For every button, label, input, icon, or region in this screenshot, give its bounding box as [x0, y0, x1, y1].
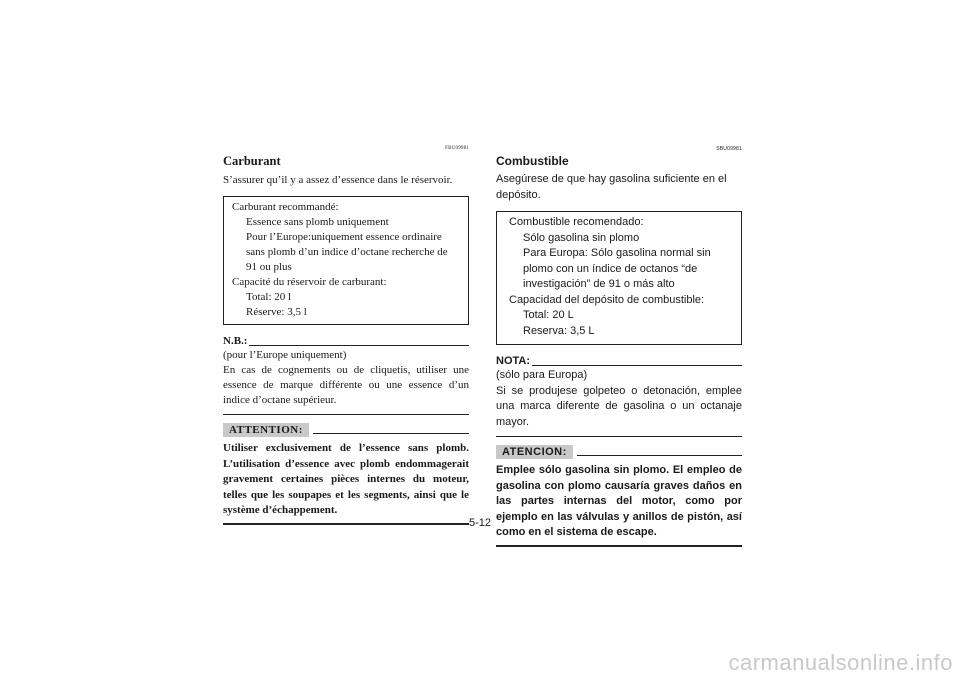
section-heading: Carburant	[223, 154, 281, 168]
spec-line: Reserva: 3,5 L	[523, 324, 595, 337]
spec-box	[496, 211, 742, 345]
spec-line: Capacidad del depósito de combustible:	[509, 293, 705, 306]
note-scope: (pour l’Europe uniquement)	[223, 349, 347, 361]
note-scope: (sólo para Europa)	[496, 369, 588, 381]
spec-line: Sólo gasolina sin plomo	[523, 231, 640, 244]
section-code: FBU09981	[445, 146, 469, 151]
attention-label: ATTENTION:	[223, 423, 309, 437]
attention-rule	[577, 455, 742, 456]
spec-box	[223, 196, 469, 325]
spec-line: Pour l’Europe:uniquement essence ordinaire sans plomb d’un indice d’octane recherche de 91 ou plus	[246, 231, 448, 273]
attention-end-rule	[496, 545, 742, 547]
section-code: SBU09981	[716, 146, 742, 152]
spec-line: Capacité du réservoir de carburant:	[232, 276, 387, 288]
note-label: NOTA:	[496, 355, 531, 367]
attention-rule	[313, 433, 469, 434]
attention-end-rule	[223, 523, 469, 525]
note-label: N.B.:	[223, 335, 248, 347]
note-end-rule	[223, 414, 469, 415]
intro-text: Asegúrese de que hay gasolina suficiente en el depósito.	[496, 173, 727, 201]
spec-line: Essence sans plomb uniquement	[246, 216, 389, 228]
french-column	[223, 146, 469, 525]
spec-line: Para Europa: Sólo gasolina normal sin plomo con un índice de octanos “de investigación” de 91 o más alto	[523, 247, 711, 290]
note-text: Si se produjese golpeteo o detonación, emplee una marca diferente de gasolina o un octanaje mayor.	[496, 384, 742, 428]
spec-line: Total: 20 l	[246, 291, 292, 303]
section-heading: Combustible	[496, 154, 569, 168]
note-rule	[532, 365, 742, 366]
attention-text: Emplee sólo gasolina sin plomo. El empleo de gasolina con plomo causaría graves daños en las partes internas del motor, como por ejemplo en las válvulas y anillos de pistón, así como en el sistema de escape.	[496, 464, 742, 538]
note-text: En cas de cognements ou de cliquetis, utiliser une essence de marque différente ou une essence d’un indice d’octane supérieur.	[223, 364, 469, 406]
page-number: 5-12	[468, 517, 492, 529]
spec-line: Carburant recommandé:	[232, 201, 339, 213]
note-end-rule	[496, 436, 742, 437]
attention-header	[496, 445, 742, 459]
spec-line: Combustible recomendado:	[509, 216, 644, 228]
intro-text: S’assurer qu’il y a assez d’essence dans le réservoir.	[223, 174, 453, 186]
spec-line: Total: 20 L	[523, 309, 574, 321]
attention-label: ATENCION:	[496, 445, 573, 459]
attention-header	[223, 423, 469, 437]
note-header	[223, 335, 469, 348]
note-rule	[249, 345, 469, 346]
watermark: carmanualsonline.info	[728, 650, 953, 675]
note-header	[496, 355, 742, 368]
spanish-column	[496, 146, 742, 547]
attention-text: Utiliser exclusivement de l’essence sans plomb. L’utilisation d’essence avec plomb endommagerait gravement certaines pièces internes du moteur, telles que les soupapes et les segments, ainsi que le système d’échappement.	[223, 442, 469, 516]
spec-line: Réserve: 3,5 l	[246, 306, 307, 318]
